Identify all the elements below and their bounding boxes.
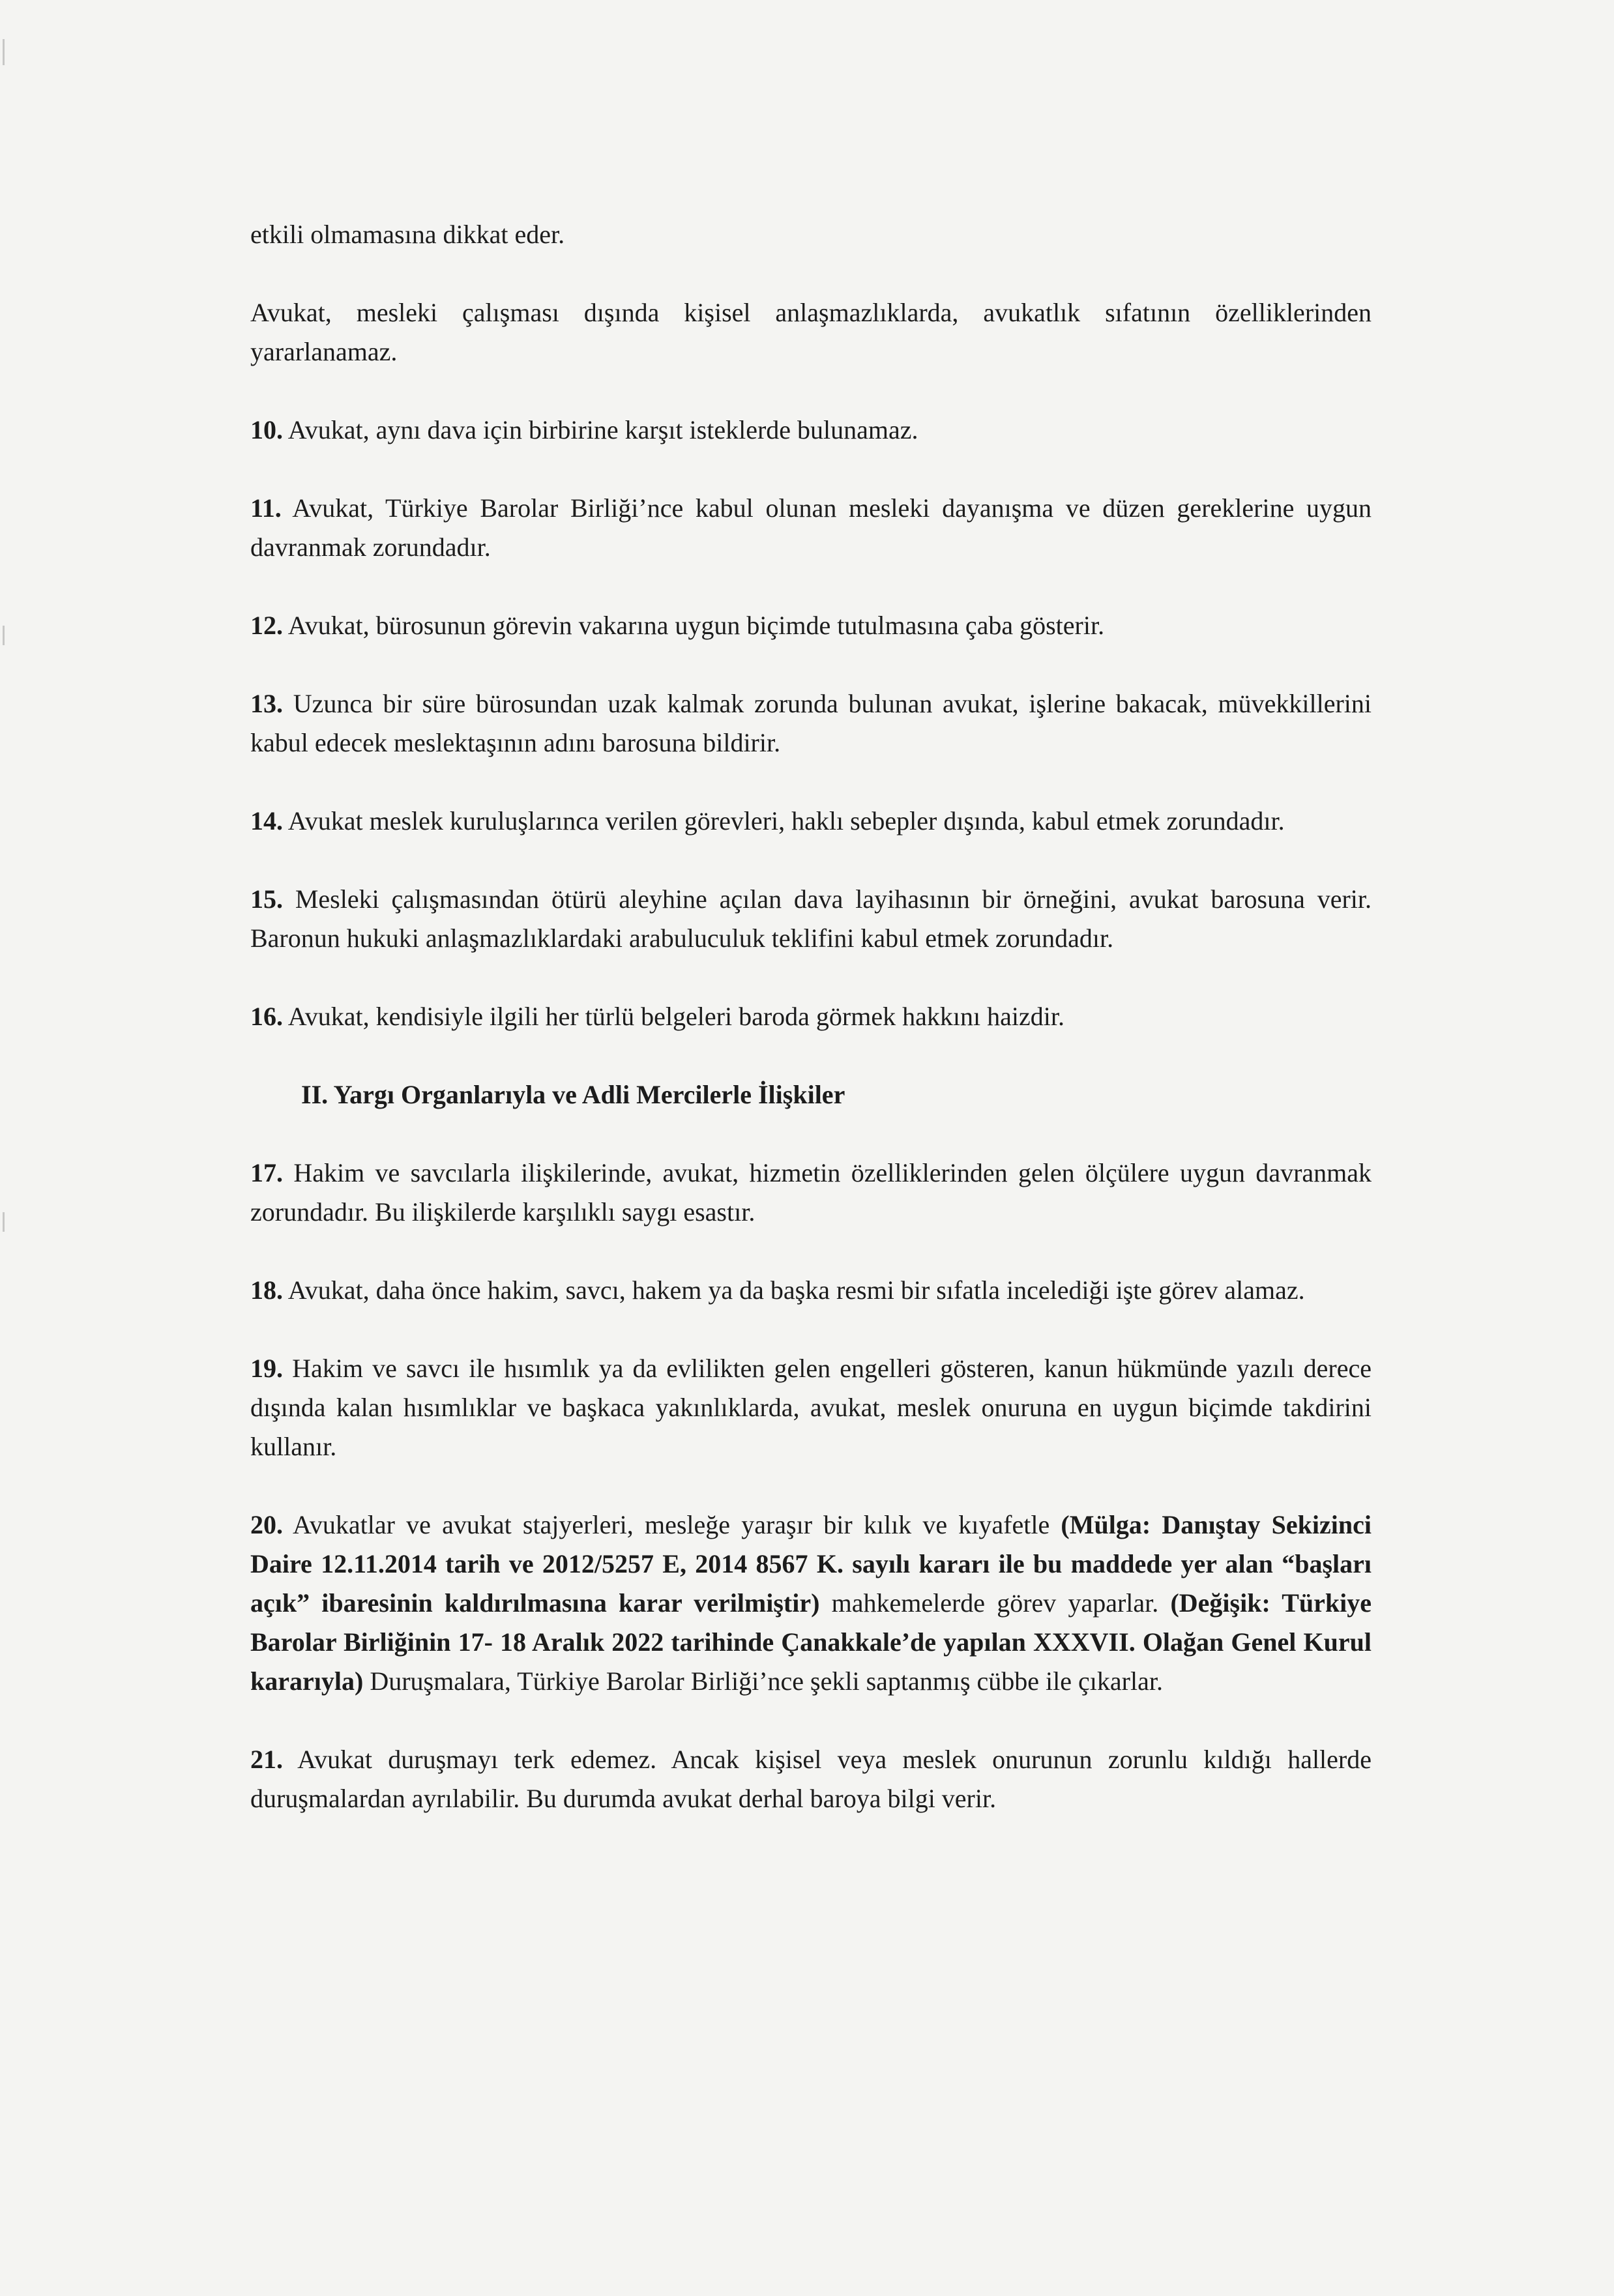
article-number: 12. — [250, 611, 283, 640]
article-text: Avukat, kendisiyle ilgili her türlü belgeleri baroda görmek hakkını haizdir. — [287, 1002, 1064, 1031]
article-14 — [250, 802, 1372, 841]
paragraph — [250, 215, 1372, 254]
article-21 — [250, 1740, 1372, 1818]
article-text: Hakim ve savcı ile hısımlık ya da evlilikten gelen engelleri gösteren, kanun hükmünde yazılı derece dışında kalan hısımlıklar ve başkaca yakınlıklarda, avukat, meslek onuruna en uygun biçimde takdirini kullanır. — [250, 1354, 1372, 1461]
article-12 — [250, 606, 1372, 645]
paragraph-text: etkili olmamasına dikkat eder. — [250, 220, 565, 249]
article-text: Avukat, daha önce hakim, savcı, hakem ya da başka resmi bir sıfatla incelediği işte görev alamaz. — [287, 1275, 1305, 1305]
article-number: 20. — [250, 1510, 283, 1539]
article-text: Mesleki çalışmasından ötürü aleyhine açılan dava layihasının bir örneğini, avukat barosuna verir. Baronun hukuki anlaşmazlıklardaki arabuluculuk teklifini kabul etmek zorundadır. — [250, 884, 1372, 953]
article-number: 18. — [250, 1275, 283, 1305]
section-heading: II. Yargı Organlarıyla ve Adli Mercilerle İlişkiler — [301, 1080, 845, 1109]
article-text: Avukat, Türkiye Barolar Birliği’nce kabul olunan mesleki dayanışma ve düzen gereklerine uygun davranmak zorundadır. — [250, 493, 1372, 562]
article-20 — [250, 1505, 1372, 1701]
article-text: Avukat, aynı dava için birbirine karşıt isteklerde bulunamaz. — [287, 415, 918, 444]
article-15 — [250, 880, 1372, 958]
article-text: Uzunca bir süre bürosundan uzak kalmak zorunda bulunan avukat, işlerine bakacak, müvekkillerini kabul edecek meslektaşının adını barosuna bildirir. — [250, 689, 1372, 757]
scan-edge-mark — [3, 1212, 5, 1232]
article-number: 11. — [250, 493, 282, 523]
article-18 — [250, 1271, 1372, 1310]
article-number: 16. — [250, 1002, 283, 1031]
article-number: 17. — [250, 1158, 283, 1187]
article-text: Avukat meslek kuruluşlarınca verilen görevleri, haklı sebepler dışında, kabul etmek zorundadır. — [287, 806, 1285, 836]
article-number: 15. — [250, 884, 283, 914]
article-text: Avukat duruşmayı terk edemez. Ancak kişisel veya meslek onurunun zorunlu kıldığı hallerde duruşmalardan ayrılabilir. Bu durumda avukat derhal baroya bilgi verir. — [250, 1745, 1372, 1813]
article-16 — [250, 997, 1372, 1036]
article-text: Duruşmalara, Türkiye Barolar Birliği’nce şekli saptanmış cübbe ile çıkarlar. — [363, 1666, 1163, 1696]
article-11 — [250, 489, 1372, 567]
article-number: 13. — [250, 689, 283, 718]
document-body — [250, 215, 1372, 1857]
article-19 — [250, 1349, 1372, 1466]
article-13 — [250, 684, 1372, 763]
article-number: 10. — [250, 415, 283, 444]
article-17 — [250, 1154, 1372, 1232]
article-text: mahkemelerde görev yaparlar. — [819, 1588, 1171, 1618]
paragraph-text: Avukat, mesleki çalışması dışında kişisel anlaşmazlıklarda, avukatlık sıfatının özelliklerinden yararlanamaz. — [250, 298, 1372, 366]
article-text: Avukatlar ve avukat stajyerleri, mesleğe yaraşır bir kılık ve kıyafetle — [292, 1510, 1061, 1539]
paragraph — [250, 293, 1372, 371]
article-text: Avukat, bürosunun görevin vakarına uygun biçimde tutulmasına çaba gösterir. — [287, 611, 1105, 640]
article-number: 19. — [250, 1354, 283, 1383]
scan-edge-mark — [3, 39, 5, 65]
article-text: Hakim ve savcılarla ilişkilerinde, avukat, hizmetin özelliklerinden gelen ölçülere uygun davranmak zorundadır. Bu ilişkilerde karşılıklı saygı esastır. — [250, 1158, 1372, 1227]
annulment-note: (Mülga: Danıştay Sekizinci Daire 12.11.2014 tarih ve 2012/5257 E, 2014 8567 K. sayılı kararı ile bu maddede yer alan “başları açık” ibaresinin kaldırılmasına karar verilmiştir) — [250, 1510, 1372, 1618]
article-10 — [250, 411, 1372, 450]
article-number: 14. — [250, 806, 283, 836]
amendment-note: (Değişik: Türkiye Barolar Birliğinin 17- 18 Aralık 2022 tarihinde Çanakkale’de yapılan XXXVII. Olağan Genel Kurul kararıyla) — [250, 1588, 1372, 1696]
article-number: 21. — [250, 1745, 283, 1774]
scan-edge-mark — [3, 626, 5, 645]
